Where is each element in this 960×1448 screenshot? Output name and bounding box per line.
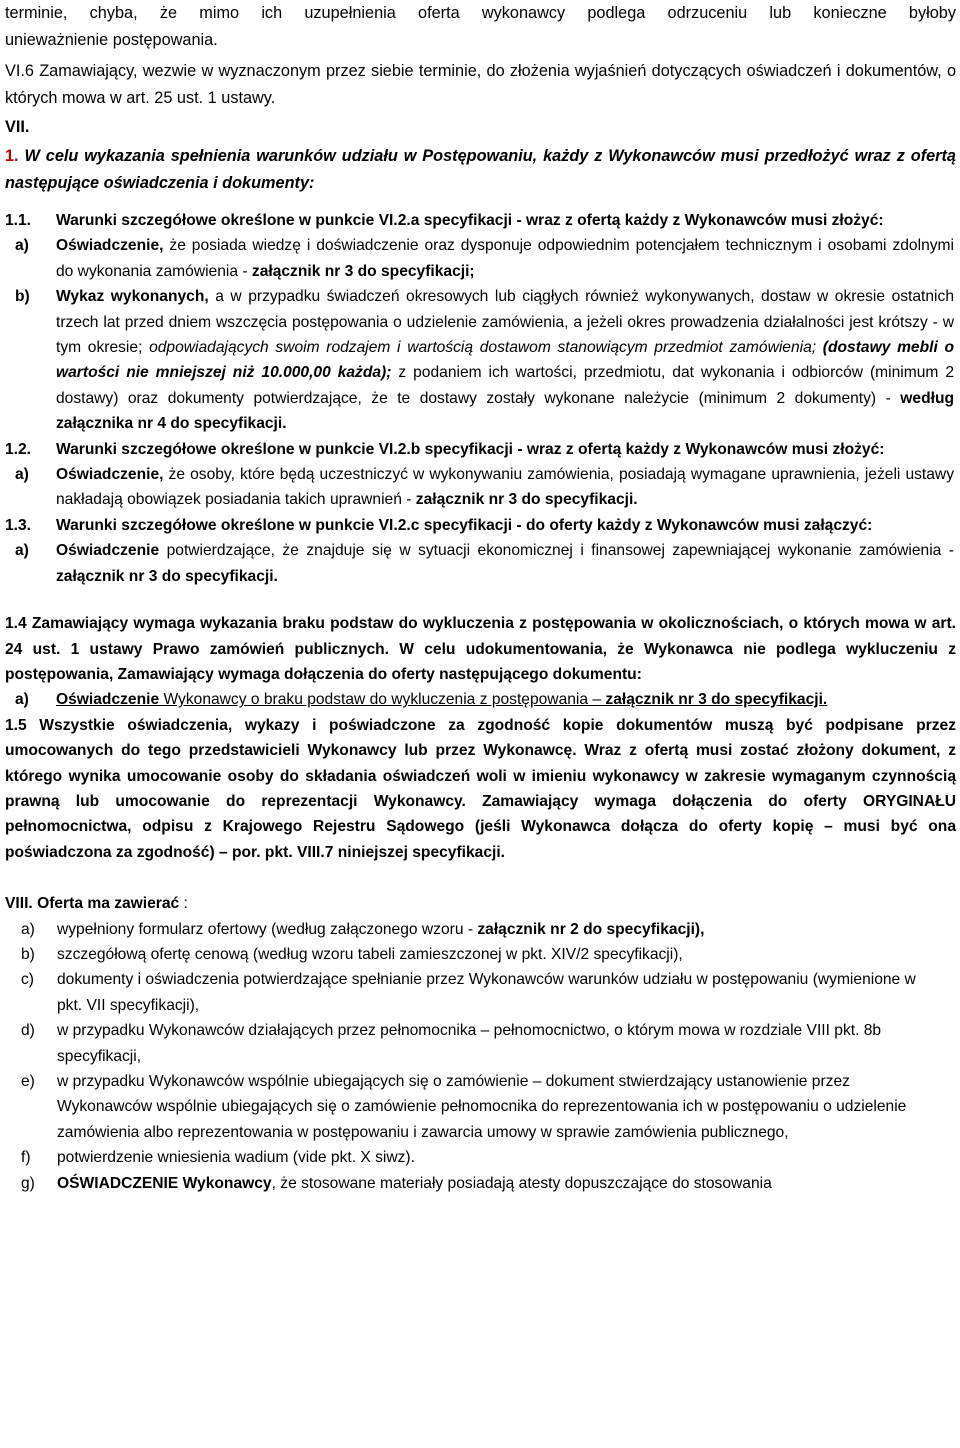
item-body-2: z podaniem ich wartości, przedmiotu, dat wykonania i odbiorców (minimum 2 dostawy) oraz dokumenty potwierdzające, że te dostawy zostały wykonane należycie (minimum 2 dokumenty) - [56, 364, 954, 407]
subsection-lead-text: Warunki szczegółowe określone w punkcie VI.2.c specyfikacji - do oferty każdy z Wykonawców musi załączyć: [56, 516, 873, 534]
list-item-bold: OŚWIADCZENIE Wykonawcy [57, 1174, 272, 1192]
subsection-1-4 [5, 611, 956, 713]
list-item [5, 917, 956, 942]
section-viii-list [5, 917, 956, 1196]
subsection-1-4-text: 1.4 Zamawiający wymaga wykazania braku podstaw do wykluczenia z postępowania w okolicznościach, o których mowa w art. 24 ust. 1 ustawy Prawo zamówień publicznych. W celu udokumentowania, że Wykonawca nie podlega wykluczeniu z postępowania, Zamawiający wymaga dołączenia do oferty następującego dokumentu: [5, 615, 956, 683]
item-label: a) [15, 691, 29, 709]
list-item-text [57, 967, 956, 1018]
list-item-tail: , że stosowane materiały posiadają atesty dopuszczające do stosowania [271, 1174, 772, 1192]
item-body: Wykonawcy o braku podstaw do wykluczenia z postępowania – [159, 691, 606, 709]
item-body: potwierdzające, że znajduje się w sytuacji ekonomicznej i finansowej zapewniającej wykonanie zamówienia - [159, 542, 954, 560]
item-bold: Oświadczenie [56, 691, 160, 709]
item-italic: odpowiadających swoim rodzajem i wartością dostawom stanowiącym przedmiot zamówienia; [149, 339, 817, 357]
item-label: a) [15, 237, 29, 255]
list-item-body: szczegółową ofertę cenową (według wzoru tabeli zamieszczonej w pkt. XIV/2 specyfikacji), [57, 945, 683, 963]
subsection-1-2-lead [5, 437, 956, 462]
section-viii-title-tail: : [179, 895, 188, 913]
continuation-paragraph [5, 0, 956, 54]
item-text [56, 284, 956, 436]
subsection-1-3-lead [5, 513, 956, 538]
list-item-body: wypełniony formularz ofertowy (według załączonego wzoru - [57, 920, 478, 938]
section-vii-heading: VII. [5, 118, 30, 136]
subsection-number: 1.2. [5, 440, 32, 458]
list-item-body: potwierdzenie wniesienia wadium (vide pkt. X siwz). [57, 1149, 415, 1167]
list-item-body: dokumenty i oświadczenia potwierdzające spełnianie przez Wykonawców warunków udziału w postępowaniu (wymienione w pkt. VII specyfikacji), [57, 971, 916, 1014]
subsection-1-5 [5, 713, 956, 865]
list-item-label: b) [21, 945, 35, 963]
list-item-label: a) [21, 920, 35, 938]
item-1-4-a [5, 687, 956, 712]
item-body: że osoby, które będą uczestniczyć w wykonywaniu zamówienia, posiadają wymagane uprawnienia, jeżeli ustawy nakładają obowiązek posiadania takich uprawnień - [56, 466, 954, 509]
item-bold-italic: (dostawy mebli o wartości nie mniejszej niż 10.000,00 każda); [56, 339, 954, 382]
section-vii-intro [5, 143, 956, 197]
list-item [5, 1069, 956, 1145]
list-item-text [57, 1171, 956, 1196]
subsection-1-3 [5, 513, 956, 589]
list-item-label: g) [21, 1174, 35, 1192]
list-item-bold: załącznik nr 2 do specyfikacji), [477, 920, 705, 938]
section-vii-intro-number: 1. [5, 147, 19, 165]
item-1-3-a [5, 538, 956, 589]
item-text [56, 687, 956, 712]
item-bold: Wykaz wykonanych, [56, 288, 209, 306]
attachment-reference: załącznik nr 3 do specyfikacji. [605, 691, 828, 709]
list-item-text [57, 1018, 956, 1069]
list-item [5, 967, 956, 1018]
subsection-number: 1.1. [5, 212, 32, 229]
item-text [56, 538, 956, 589]
attachment-reference: załącznik nr 3 do specyfikacji; [251, 262, 475, 280]
attachment-reference: według załącznika nr 4 do specyfikacji. [56, 389, 954, 433]
list-item-text [57, 917, 956, 942]
list-item-label: e) [21, 1073, 35, 1090]
list-item-text [57, 942, 956, 967]
item-text [56, 233, 956, 284]
item-1-1-b [5, 284, 956, 436]
continuation-line-2: unieważnienie postępowania. [5, 31, 218, 49]
list-item-body: w przypadku Wykonawców wspólnie ubiegających się o zamówienie – dokument stwierdzający ustanowienie przez Wykonawców wspólnie ubiegających się o zamówienie pełnomocnika do reprezentowania ich w postępowaniu o udzielenie zamówienia albo reprezentowania w postępowaniu i zawarcia umowy w sprawie zamówienia publicznego, [57, 1073, 907, 1141]
item-1-1-a [5, 233, 956, 284]
item-1-2-a [5, 462, 956, 513]
item-body: że posiada wiedzę i doświadczenie oraz dysponuje odpowiednim potencjałem technicznym i osobami zdolnymi do wykonania zamówienia - [56, 237, 954, 280]
subsection-number: 1.3. [5, 516, 32, 534]
attachment-reference: załącznik nr 3 do specyfikacji. [415, 491, 638, 509]
list-item-text [57, 1069, 956, 1145]
subsection-1-5-text: 1.5 Wszystkie oświadczenia, wykazy i poświadczone za zgodność kopie dokumentów muszą być podpisane przez umocowanych do tego przedstawicieli Wykonawcy lub przez Wykonawcę. Wraz z ofertą musi zostać złożony dokument, z którego wynika umocowanie osoby do składania oświadczeń woli w imieniu wykonawcy w zakresie wymaganym czynnością prawną lub umocowanie do reprezentacji Wykonawcy. Zamawiający wymaga dołączenia do oferty ORYGINAŁU pełnomocnictwa, odpisu z Krajowego Rejestru Sądowego (jeśli Wykonawca dołącza do oferty kopię – musi być ona poświadczona za zgodność) – por. pkt. VIII.7 niniejszej specyfikacji. [5, 716, 956, 861]
subsection-1-2 [5, 437, 956, 513]
item-text [56, 462, 956, 513]
item-label: a) [15, 466, 29, 484]
item-bold: Oświadczenie [56, 542, 160, 560]
item-label: a) [15, 542, 29, 560]
item-label: b) [15, 288, 30, 306]
list-item [5, 1145, 956, 1170]
subsection-lead-text: Warunki szczegółowe określone w punkcie VI.2.a specyfikacji - wraz z ofertą każdy z Wykonawców musi złożyć: [56, 212, 884, 229]
list-item [5, 942, 956, 967]
list-item [5, 1171, 956, 1196]
attachment-reference: załącznik nr 3 do specyfikacji. [56, 567, 278, 585]
section-vi6: VI.6 Zamawiający, wezwie w wyznaczonym przez siebie terminie, do złożenia wyjaśnień dotyczących oświadczeń i dokumentów, o których mowa w art. 25 ust. 1 ustawy. [5, 62, 956, 107]
subsection-lead-text: Warunki szczegółowe określone w punkcie VI.2.b specyfikacji - wraz z ofertą każdy z Wykonawców musi złożyć: [56, 440, 885, 458]
section-viii [5, 891, 956, 1196]
item-bold: Oświadczenie, [56, 466, 164, 484]
list-item-body: w przypadku Wykonawców działających przez pełnomocnika – pełnomocnictwo, o którym mowa w rozdziale VIII pkt. 8b specyfikacji, [57, 1022, 882, 1065]
item-bold: Oświadczenie, [56, 237, 164, 255]
list-item [5, 1018, 956, 1069]
item-body: a w przypadku świadczeń okresowych lub ciągłych również wykonywanych, dostaw w okresie ostatnich trzech lat przed dniem wszczęcia postępowania o udzielenie zamówienia, a jeżeli okres prowadzenia działalności jest krótszy - w tym okresie; [56, 288, 954, 357]
list-item-label: d) [21, 1022, 35, 1040]
list-item-label: f) [21, 1149, 31, 1167]
section-vii-intro-text: W celu wykazania spełnienia warunków udziału w Postępowaniu, każdy z Wykonawców musi przedłożyć wraz z ofertą następujące oświadczenia i dokumenty: [5, 147, 956, 192]
subsection-1-1 [5, 208, 956, 437]
section-viii-heading [5, 891, 956, 916]
list-item-text [57, 1145, 956, 1170]
continuation-line-1: terminie, chyba, że mimo ich uzupełnienia oferta wykonawcy podlega odrzuceniu lub konieczne byłoby [5, 4, 956, 22]
section-viii-title: VIII. Oferta ma zawierać [5, 895, 180, 913]
subsection-1-1-lead [5, 208, 956, 233]
list-item-label: c) [21, 971, 34, 989]
